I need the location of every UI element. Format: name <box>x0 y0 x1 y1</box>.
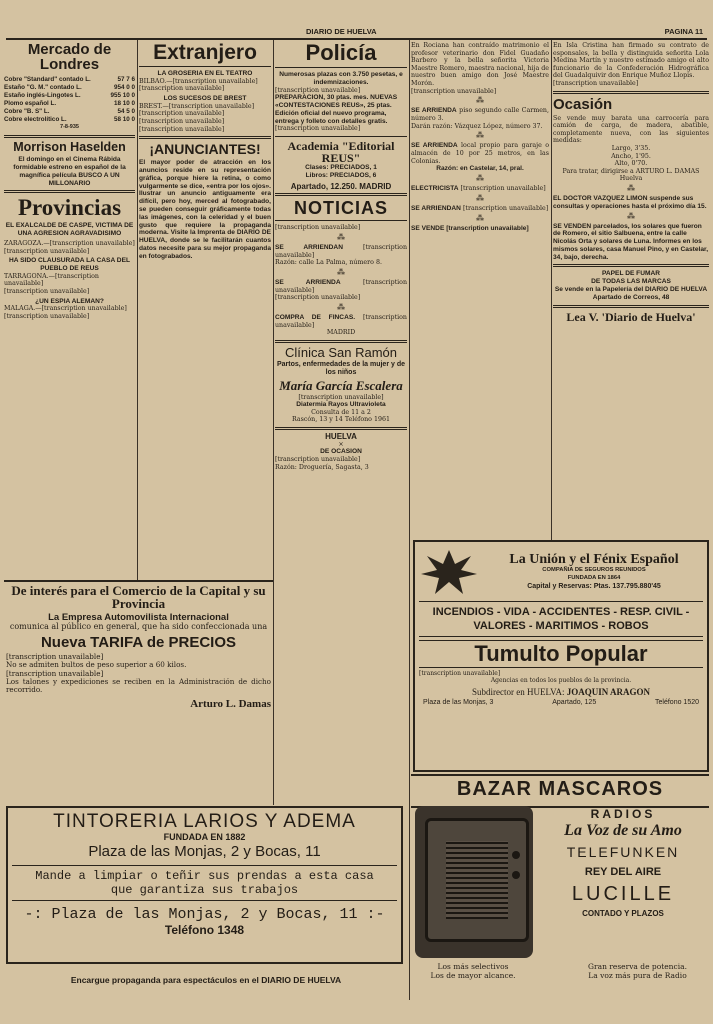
policia-sub: PREPARACION, 30 ptas. mes. NUEVAS «CONTESTACIONES REUS», 25 ptas. Edición oficial del nuevo programa, entrega y folleto con detalles gratis. <box>275 94 398 125</box>
footer-propaganda: Encargue propaganda para espectáculos en el DIARIO DE HUELVA <box>70 975 342 985</box>
provincias-p3: TARRAGONA.—[transcription unavailable] <box>4 272 99 288</box>
section-rule <box>4 580 273 582</box>
provincias-p2: [transcription unavailable] <box>4 247 90 255</box>
bazar-b3: Gran reserva de potencia. <box>588 962 687 971</box>
extranjero-p4: [transcription unavailable] <box>139 110 225 118</box>
papel-l3: Se vende en la Papelería del DIARIO DE HUELVA <box>554 286 708 294</box>
policia-lead: Numerosas plazas con 3.750 pesetas, e indemnizaciones. <box>279 71 403 86</box>
noticias-h2: SE ARRIENDAN <box>275 243 343 251</box>
mercado-row: Cobre "Standard" contado L. 57 7 6 <box>4 76 135 83</box>
radio-illustration <box>415 806 533 958</box>
extranjero-p6: [transcription unavailable] <box>139 125 225 133</box>
ocasion-title: Ocasión <box>553 95 613 113</box>
clinica-title: Clínica San Ramón <box>285 344 397 360</box>
column-1 <box>4 40 135 580</box>
papel-l4: Apartado de Correos, 48 <box>592 293 670 301</box>
provincias-p6: [transcription unavailable] <box>4 313 90 321</box>
col4-p4b: Razón: en Castelar, 14, pral. <box>436 165 524 173</box>
extranjero-p2: [transcription unavailable] <box>139 85 225 93</box>
extranjero-sub1: LA GROSERIA EN EL TEATRO <box>157 70 253 77</box>
bazar-title: BAZAR MASCAROS <box>456 778 664 800</box>
col4-h1: SE ARRIENDA <box>411 107 457 115</box>
policia-p2: [transcription unavailable] <box>275 125 361 133</box>
mercado-row: Cobre "B. S" L. 54 5 0 <box>4 108 135 115</box>
col4-p4: local propio para garaje o almacén de 10 por 25 metros, en las Colonias. <box>411 142 549 165</box>
bazar-b4: La voz más pura de Radio <box>588 971 687 980</box>
morrison-text: El domingo en el Cinema Rábida formidable estreno en español de la magnífica película BUSCO A UN MILLONARIO <box>13 156 126 187</box>
mercado-date: 7-8-935 <box>60 124 79 130</box>
bazar-l1: RADIOS <box>590 807 656 821</box>
lea-diario: Lea V. 'Diario de Huelva' <box>566 309 696 324</box>
union-sub: Subdirector en HUELVA: <box>471 686 565 697</box>
bazar-brands <box>538 808 708 958</box>
tintoreria-l5: -: Plaza de las Monjas, 2 y Bocas, 11 :- <box>24 905 385 923</box>
bazar-l2: La Voz de su Amo <box>564 822 682 839</box>
bazar-b2: Los de mayor alcance. <box>430 971 516 980</box>
noticias-p1: [transcription unavailable] <box>275 224 361 232</box>
bazar-l3: TELEFUNKEN <box>566 844 680 860</box>
col4-h4: SE ARRIENDAN <box>411 204 461 212</box>
huelva-p2: Razón: Droguería, Sagasta, 3 <box>275 463 369 471</box>
union-addr2: Apartado, 125 <box>552 698 597 706</box>
tumulto-text: [transcription unavailable] <box>419 670 501 677</box>
clinica-p2: Diatermia Rayos Ultravioleta <box>296 401 386 409</box>
comercio-sub: La Empresa Automovilista Internacional <box>48 612 229 623</box>
knob-icon <box>512 851 520 859</box>
anunciantes-text: El mayor poder de atracción en los anuncios reside en su representación gráfica, porque hiere la retina, o como vulgarmente se dice, «entra por los ojos». Ilustrar un anuncio antiguamente era difícil, pero hoy, merced al fotograbado, se pueden conseguir gráficamente todas las imágenes, con la celeridad y el buen gusto que requiere la propaganda moderna. Visite la Imprenta de DIARIO DE HUELVA, donde se le facilitarán cuantos datos necesite para su mejor propaganda en fotograbados. <box>139 159 271 260</box>
column-rule <box>137 40 138 580</box>
ocasion-city: Huelva <box>619 175 643 183</box>
ocasion-text: Se vende muy barata una carrocería para camión de carga, de madera, abatible, completamente nueva, con las siguientes medidas: <box>553 114 709 145</box>
col4-h2: SE ARRIENDA <box>411 142 458 150</box>
col4-p6: [transcription unavailable] <box>462 204 549 212</box>
page-number: PAGINA 11 <box>664 27 703 36</box>
column-rule <box>409 40 410 1000</box>
col5-p2: [transcription unavailable] <box>553 79 639 87</box>
mercado-row: Cobre electrolítico L. 58 10 0 <box>4 116 135 123</box>
tintoreria-l3: Mande a limpiar o teñir sus prendas a esta casa <box>35 868 374 883</box>
ocasion-contact: Para tratar, dirigirse a ARTURO L. DAMAS <box>562 167 700 175</box>
column-3: Policía Numerosas plazas con 3.750 pesetas, e indemnizaciones. [transcription unavailable] PREPARACION, 30 ptas. mes. NUEVAS «CONTESTACIONES REUS», 25 ptas. Edición oficial del nuevo programa, entrega y folleto con detalles gratis. [transcription unavailable] Academia "Editorial REUS" Clases: PRECIADOS, 1 Libros: PRECIADOS, 6 Apartado, 12.250. MADRID NOTICIAS [transcription unavailable] ⁂ SE ARRIENDAN [transcription unavailable] Razón: calle La Palma, número 8. ⁂ SE ARRIENDA [transcription unavailable] [transcription unavailable] ⁂ COMPRA DE FINCAS. [transcription unavailable] MADRID Clínica San Ramón Partos, enfermedades de la mujer y de los niños María García Escalera [transcription unavailable] Diatermia Rayos Ultravioleta Consulta de 11 a 2 Rascón, 13 y 14 Teléfono 1961 HUELVA × DE OCASION [transcription unavailable] Razón: Droguería, Sagasta, 3 <box>275 40 407 471</box>
comercio-p1: [transcription unavailable] <box>6 651 104 661</box>
col4-p1: En Rociana han contraído matrimonio el profesor veterinario don Fidel Guadaño Barbero y la bella señorita Victoria Maestre Romero, maestra nacional, hija de nuestro buen amigo don José Maestre Morón. <box>411 42 549 87</box>
provincias-sub2: HA SIDO CLAUSURADA LA CASA DEL PUEBLO DE REUS <box>8 257 130 273</box>
bazar-l4: REY DEL AIRE <box>584 866 662 878</box>
bazar-bottom-left <box>418 962 528 980</box>
newspaper-name: DIARIO DE HUELVA <box>306 27 377 36</box>
phoenix-icon <box>419 546 479 598</box>
noticias-h4: COMPRA DE FINCAS. <box>275 313 356 321</box>
column-rule <box>273 40 274 805</box>
huelva-x: × <box>338 440 344 448</box>
papel-l1: PAPEL DE FUMAR <box>601 270 660 278</box>
comercio-p2: No se admiten bultos de peso superior a 60 kilos. <box>6 660 187 670</box>
noticias-p4b: MADRID <box>326 329 356 337</box>
union-l4: INCENDIOS - VIDA - ACCIDENTES - RESP. CIVIL - VALORES - MARITIMOS - ROBOS <box>432 606 690 632</box>
provincias-p5: MALAGA.—[transcription unavailable] <box>4 305 127 313</box>
sevenden-notice: SE VENDEN parcelados, los solares que fueron de Romero, el sitio Salbuena, entre la calle Nicolás Orta y solares de Luna. Informes en los mismos solares, casa Manuel Pino, y en Castelar, 34, bajo, derecha. <box>553 222 709 261</box>
union-agencias: Agencias en todos los pueblos de la provincia. <box>490 677 632 684</box>
academia-title: Academia "Editorial REUS" <box>287 138 395 165</box>
col4-p3: piso segundo calle Carmen, número 3. <box>411 107 549 122</box>
tintoreria-l2: Plaza de las Monjas, 2 y Bocas, 11 <box>88 842 321 860</box>
col4-h3: ELECTRICISTA <box>411 184 459 192</box>
speaker-grill-icon <box>446 841 508 919</box>
bazar-b1: Los más selectivos <box>437 962 509 971</box>
ocasion-m2: Ancho, 1'95. <box>611 152 651 160</box>
academia-l3: Apartado, 12.250. MADRID <box>290 181 392 191</box>
academia-l1: Clases: PRECIADOS, 1 <box>305 163 377 171</box>
clinica-name: María García Escalera <box>279 377 403 393</box>
union-l3: Capital y Reservas: Ptas. 137.795.880'45 <box>527 582 661 590</box>
union-fenix-ad <box>413 540 709 772</box>
provincias-title: Provincias <box>17 195 122 221</box>
huelva-p1: [transcription unavailable] <box>275 456 361 464</box>
comercio-p4: Los talones y expediciones se reciben en la Administración de dicho recorrido. <box>6 677 271 695</box>
column-2 <box>139 40 271 580</box>
mercado-row: Plomo español L. 18 10 0 <box>4 100 135 107</box>
bazar-l6: CONTADO Y PLAZOS <box>582 909 664 918</box>
page-header <box>6 24 707 40</box>
comercio-title: De interés para el Comercio de la Capital y su Provincia <box>11 584 266 611</box>
tintoreria-l1: FUNDADA EN 1882 <box>163 832 246 842</box>
knob-icon <box>512 871 520 879</box>
extranjero-p3: BREST.—[transcription unavailable] <box>139 102 255 110</box>
policia-title: Policía <box>305 40 377 65</box>
tintoreria-l4: que garantiza sus trabajos <box>110 882 299 897</box>
union-l2: FUNDADA EN 1864 <box>567 575 621 582</box>
tintoreria-ad <box>6 806 403 964</box>
extranjero-title: Extranjero <box>153 41 257 64</box>
clinica-p4: Rascón, 13 y 14 Teléfono 1961 <box>291 416 390 424</box>
comercio-p3: [transcription unavailable] <box>6 668 104 678</box>
col5-p1: En Isla Cristina han firmado su contrato de esponsales, la bella y distinguida señorita Lola Medina Martín y nuestro estimado amigo el alto funcionario de la Confederación Hidrográfica del Guadalquivir don Enrique Muñoz Llopis. <box>553 42 709 80</box>
tintoreria-title: TINTORERIA LARIOS Y ADEMA <box>53 811 356 832</box>
noticias-p2: [transcription unavailable] <box>275 243 407 259</box>
col4-p5: [transcription unavailable] <box>460 184 546 192</box>
union-l1: COMPAÑIA DE SEGUROS REUNIDOS <box>542 567 646 574</box>
mercado-table <box>4 76 135 132</box>
tintoreria-l6: Teléfono 1348 <box>164 922 245 937</box>
column-4: En Rociana han contraído matrimonio el profesor veterinario don Fidel Guadaño Barbero y la bella señorita Victoria Maestre Romero, maestra nacional, hija de nuestro buen amigo don José Maestre Morón. [transcription unavailable] ⁂ SE ARRIENDA piso segundo calle Carmen, número 3. Darán razón: Vázquez López, número 37. ⁂ SE ARRIENDA local propio para garaje o almacén de 10 por 25 metros, en las Colonias. Razón: en Castelar, 14, pral. ⁂ ELECTRICISTA [transcription unavailable] ⁂ SE ARRIENDAN [transcription unavailable] ⁂ SE VENDE [transcription unavailable] <box>411 42 549 232</box>
column-5: En Isla Cristina han firmado su contrato de esponsales, la bella y distinguida señorita Lola Medina Martín y nuestro estimado amigo el alto funcionario de la Confederación Hidrográfica del Guadalquivir don Enrique Muñoz Llopis. [transcription unavailable] Ocasión Se vende muy barata una carrocería para camión de carga, de madera, abatible, completamente nueva, con las siguientes medidas: Largo, 3'35. Ancho, 1'95. Alto, 0'70. Para tratar, dirigirse a ARTURO L. DAMAS Huelva ⁂ EL DOCTOR VAZQUEZ LIMON suspende sus consultas y operaciones hasta el próximo día 15. ⁂ SE VENDEN parcelados, los solares que fueron de Romero, el sitio Salbuena, entre la calle Nicolás Orta y solares de Luna. Informes en los mismos solares, casa Manuel Pino, y en Castelar, 34, bajo, derecha. PAPEL DE FUMAR DE TODAS LAS MARCAS Se vende en la Papelería del DIARIO DE HUELVA Apartado de Correos, 48 Lea V. 'Diario de Huelva' <box>553 42 709 324</box>
huelva-title: HUELVA <box>325 432 357 442</box>
extranjero-p5: [transcription unavailable] <box>139 117 225 125</box>
ocasion-m1: Largo, 3'35. <box>611 144 651 152</box>
bazar-bottom-right <box>570 962 705 980</box>
provincias-headline: EL EXALCALDE DE CASPE, VICTIMA DE UNA AGRESION AGRAVADISIMO <box>5 222 134 238</box>
clinica-sub: Partos, enfermedades de la mujer y de los niños <box>277 360 405 376</box>
bazar-title-bar <box>411 774 709 808</box>
ocasion-m3: Alto, 0'70. <box>614 160 648 168</box>
noticias-title: NOTICIAS <box>293 198 388 219</box>
mercado-title: Mercado de Londres <box>27 41 112 73</box>
mercado-row: Estaño "G. M." contado L. 954 0 0 <box>4 84 135 91</box>
clinica-p3: Consulta de 11 a 2 <box>311 408 371 416</box>
extranjero-p1: BILBAO.—[transcription unavailable] <box>139 77 258 85</box>
noticias-p3: [transcription unavailable] <box>275 278 407 294</box>
clinica-p1: [transcription unavailable] <box>298 393 384 401</box>
col4-p3b: Darán razón: Vázquez López, número 37. <box>411 122 543 130</box>
extranjero-sub2: LOS SUCESOS DE BREST <box>163 94 247 102</box>
comercio-line: comunica al público en general, que ha sido confeccionada una <box>9 621 268 631</box>
union-name: JOAQUIN ARAGON <box>566 686 650 697</box>
col4-h5: SE VENDE <box>411 224 445 232</box>
comercio-tarifa: Nueva TARIFA de PRECIOS <box>40 633 237 651</box>
provincias-sub3: ¿UN ESPIA ALEMAN? <box>35 297 104 305</box>
comercio-sign: Arturo L. Damas <box>190 697 271 710</box>
huelva-sub: DE OCASION <box>320 448 362 456</box>
vazquez-notice: EL DOCTOR VAZQUEZ LIMON suspende sus consultas y operaciones hasta el próximo día 15. <box>553 194 707 210</box>
bazar-l5: LUCILLE <box>571 883 675 905</box>
morrison-title: Morrison Haselden <box>13 139 126 154</box>
noticias-p4: [transcription unavailable] <box>275 313 407 329</box>
provincias-p1: ZARAGOZA.—[transcription unavailable] <box>4 240 135 248</box>
anunciantes-title: ¡ANUNCIANTES! <box>149 141 261 158</box>
noticias-p3b: [transcription unavailable] <box>275 294 361 302</box>
papel-l2: DE TODAS LAS MARCAS <box>591 278 671 286</box>
column-rule <box>551 40 552 540</box>
union-addr1: Plaza de las Monjas, 3 <box>423 698 494 706</box>
comercio-ad <box>6 584 271 799</box>
col4-h5-p7 <box>411 225 549 233</box>
noticias-h3: SE ARRIENDA <box>275 278 341 286</box>
provincias-p4: [transcription unavailable] <box>4 288 90 296</box>
union-addr3: Teléfono 1520 <box>655 698 699 706</box>
policia-p1: [transcription unavailable] <box>275 86 361 94</box>
col4-p2: [transcription unavailable] <box>411 87 497 95</box>
tumulto-title: Tumulto Popular <box>419 640 703 668</box>
academia-l2: Libros: PRECIADOS, 6 <box>305 171 377 179</box>
col4-p7: [transcription unavailable] <box>446 224 529 232</box>
mercado-row: Estaño inglés-Lingotes L. 955 10 0 <box>4 92 135 99</box>
union-title: La Unión y el Fénix Español <box>509 552 679 568</box>
noticias-p2b: Razón: calle La Palma, número 8. <box>275 259 382 267</box>
